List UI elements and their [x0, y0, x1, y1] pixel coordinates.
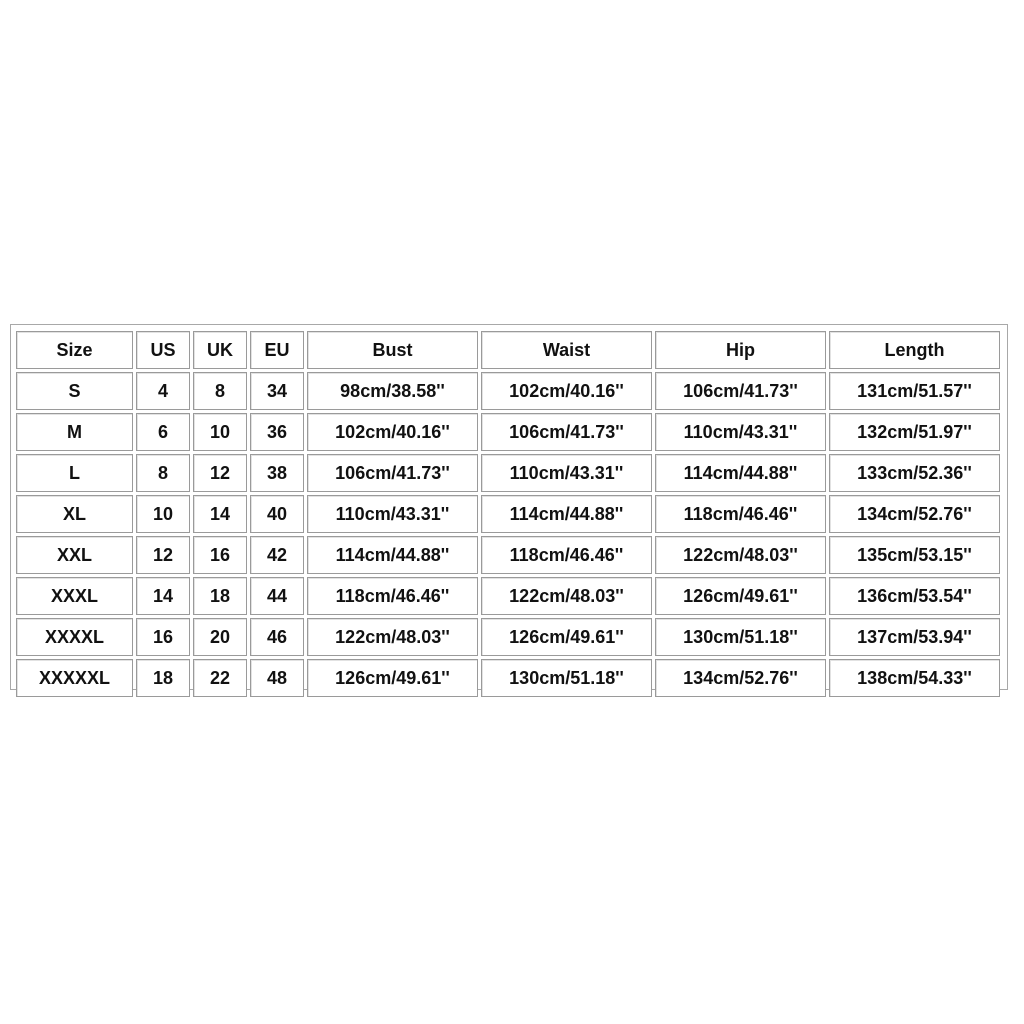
- cell-hip: 118cm/46.46'': [655, 495, 826, 533]
- cell-us: 12: [136, 536, 190, 574]
- cell-bust: 118cm/46.46'': [307, 577, 478, 615]
- header-us: US: [136, 331, 190, 369]
- cell-bust: 114cm/44.88'': [307, 536, 478, 574]
- cell-size: S: [16, 372, 133, 410]
- cell-length: 133cm/52.36'': [829, 454, 1000, 492]
- cell-size: XXL: [16, 536, 133, 574]
- cell-length: 135cm/53.15'': [829, 536, 1000, 574]
- size-chart: [10, 324, 1008, 690]
- cell-uk: 16: [193, 536, 247, 574]
- cell-waist: 110cm/43.31'': [481, 454, 652, 492]
- cell-waist: 106cm/41.73'': [481, 413, 652, 451]
- cell-us: 18: [136, 659, 190, 697]
- cell-length: 134cm/52.76'': [829, 495, 1000, 533]
- cell-uk: 8: [193, 372, 247, 410]
- cell-eu: 42: [250, 536, 304, 574]
- cell-hip: 114cm/44.88'': [655, 454, 826, 492]
- table-row: [16, 495, 1000, 533]
- cell-eu: 38: [250, 454, 304, 492]
- cell-eu: 36: [250, 413, 304, 451]
- cell-uk: 22: [193, 659, 247, 697]
- size-table: [13, 328, 1003, 700]
- table-row: [16, 372, 1000, 410]
- cell-waist: 126cm/49.61'': [481, 618, 652, 656]
- cell-size: M: [16, 413, 133, 451]
- cell-size: XL: [16, 495, 133, 533]
- header-row: [16, 331, 1000, 369]
- cell-us: 6: [136, 413, 190, 451]
- table-row: [16, 413, 1000, 451]
- cell-eu: 44: [250, 577, 304, 615]
- header-hip: Hip: [655, 331, 826, 369]
- cell-eu: 48: [250, 659, 304, 697]
- cell-bust: 102cm/40.16'': [307, 413, 478, 451]
- cell-us: 10: [136, 495, 190, 533]
- header-bust: Bust: [307, 331, 478, 369]
- cell-eu: 40: [250, 495, 304, 533]
- cell-bust: 110cm/43.31'': [307, 495, 478, 533]
- cell-waist: 102cm/40.16'': [481, 372, 652, 410]
- cell-size: XXXXL: [16, 618, 133, 656]
- cell-length: 136cm/53.54'': [829, 577, 1000, 615]
- cell-uk: 20: [193, 618, 247, 656]
- header-size: Size: [16, 331, 133, 369]
- header-length: Length: [829, 331, 1000, 369]
- cell-uk: 14: [193, 495, 247, 533]
- table-row: [16, 454, 1000, 492]
- cell-length: 137cm/53.94'': [829, 618, 1000, 656]
- cell-uk: 10: [193, 413, 247, 451]
- cell-us: 16: [136, 618, 190, 656]
- cell-bust: 106cm/41.73'': [307, 454, 478, 492]
- cell-hip: 126cm/49.61'': [655, 577, 826, 615]
- cell-hip: 110cm/43.31'': [655, 413, 826, 451]
- cell-bust: 122cm/48.03'': [307, 618, 478, 656]
- cell-bust: 126cm/49.61'': [307, 659, 478, 697]
- header-eu: EU: [250, 331, 304, 369]
- table-row: [16, 577, 1000, 615]
- cell-eu: 34: [250, 372, 304, 410]
- header-waist: Waist: [481, 331, 652, 369]
- header-uk: UK: [193, 331, 247, 369]
- cell-hip: 106cm/41.73'': [655, 372, 826, 410]
- cell-length: 132cm/51.97'': [829, 413, 1000, 451]
- cell-us: 14: [136, 577, 190, 615]
- table-row: [16, 618, 1000, 656]
- cell-waist: 114cm/44.88'': [481, 495, 652, 533]
- cell-uk: 12: [193, 454, 247, 492]
- cell-size: XXXL: [16, 577, 133, 615]
- cell-us: 4: [136, 372, 190, 410]
- cell-uk: 18: [193, 577, 247, 615]
- cell-eu: 46: [250, 618, 304, 656]
- cell-waist: 118cm/46.46'': [481, 536, 652, 574]
- cell-size: XXXXXL: [16, 659, 133, 697]
- cell-bust: 98cm/38.58'': [307, 372, 478, 410]
- cell-hip: 130cm/51.18'': [655, 618, 826, 656]
- table-row: [16, 536, 1000, 574]
- cell-waist: 122cm/48.03'': [481, 577, 652, 615]
- cell-us: 8: [136, 454, 190, 492]
- cell-hip: 134cm/52.76'': [655, 659, 826, 697]
- cell-length: 131cm/51.57'': [829, 372, 1000, 410]
- cell-size: L: [16, 454, 133, 492]
- cell-length: 138cm/54.33'': [829, 659, 1000, 697]
- cell-waist: 130cm/51.18'': [481, 659, 652, 697]
- cell-hip: 122cm/48.03'': [655, 536, 826, 574]
- table-row: [16, 659, 1000, 697]
